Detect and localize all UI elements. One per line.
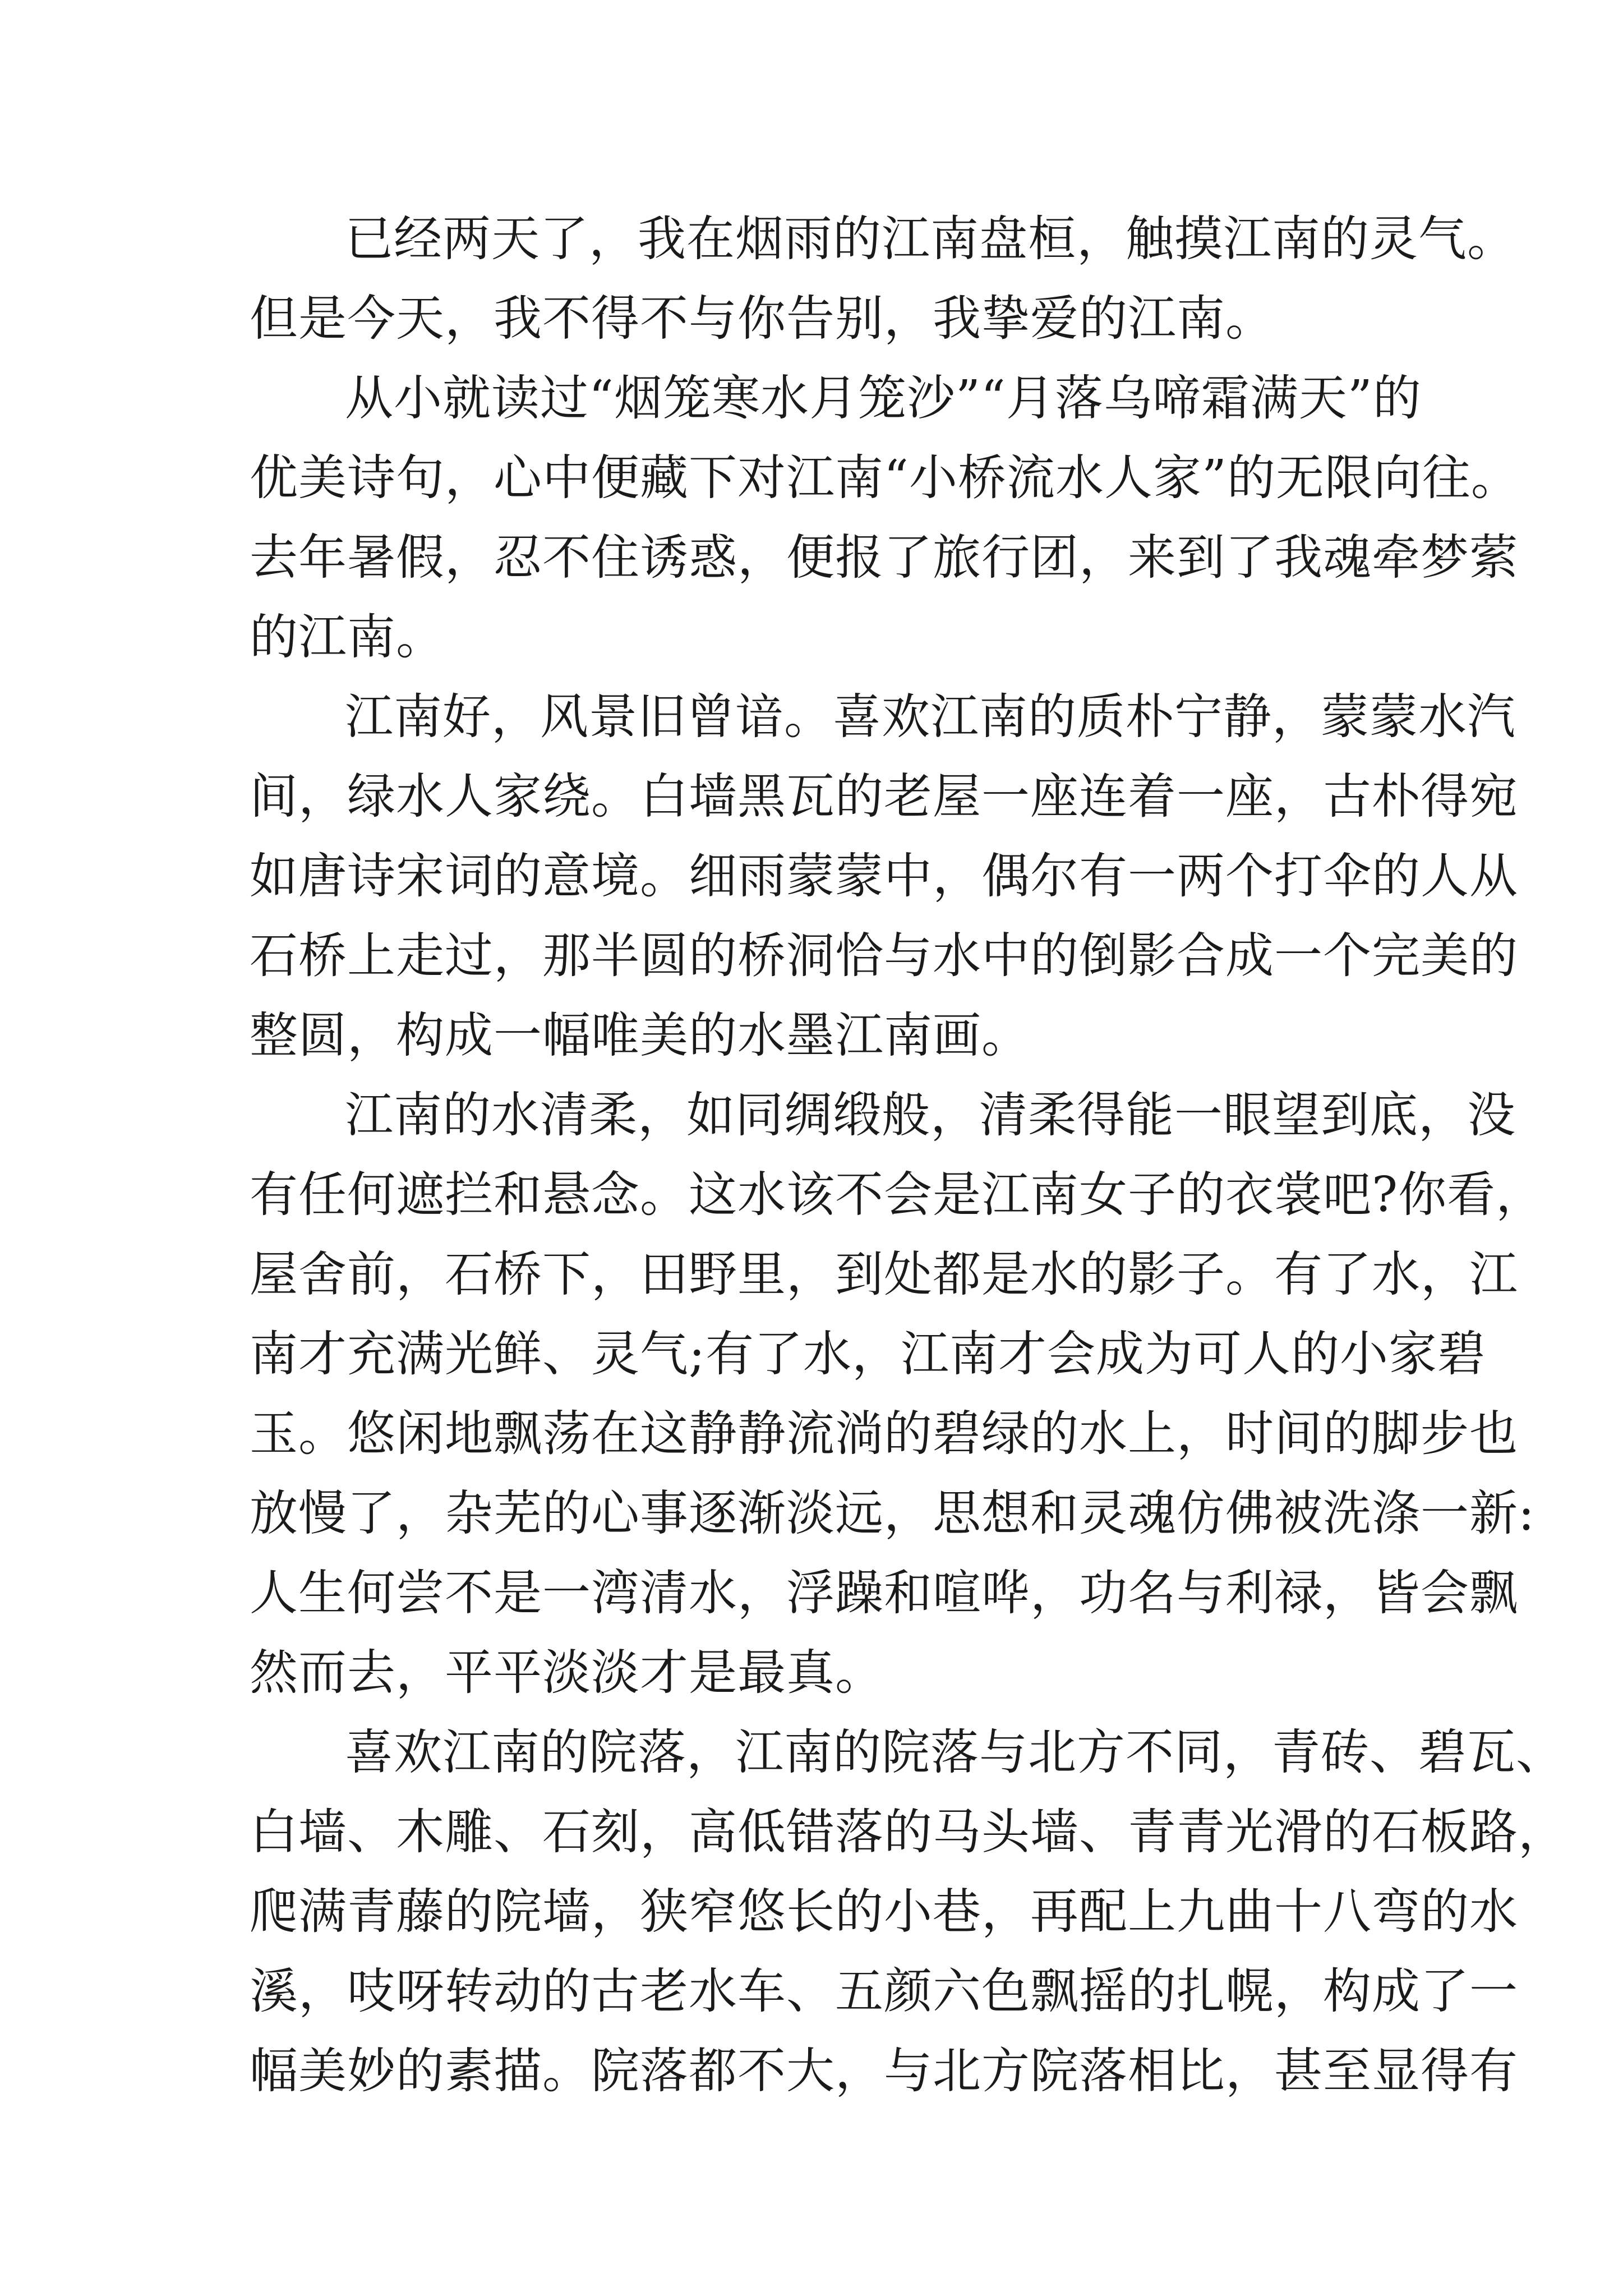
text-line: 整圆，构成一幅唯美的水墨江南画。	[250, 1007, 1030, 1064]
text-line: 人生何尝不是一湾清水，浮躁和喧哗，功名与利禄，皆会飘	[250, 1565, 1518, 1621]
text-line: 然而去，平平淡淡才是最真。	[250, 1645, 884, 1701]
text-line: 从小就读过“烟笼寒水月笼沙”“月落乌啼霜满天”的	[345, 370, 1422, 426]
text-line: 去年暑假，忍不住诱惑，便报了旅行团，来到了我魂牵梦萦	[250, 530, 1518, 586]
text-line: 南才充满光鲜、灵气;有了水，江南才会成为可人的小家碧	[250, 1326, 1486, 1382]
text-line: 的江南。	[250, 609, 445, 665]
text-line: 喜欢江南的院落，江南的院落与北方不同，青砖、碧瓦、	[345, 1724, 1565, 1780]
text-line: 白墙、木雕、石刻，高低错落的马头墙、青青光滑的石板路，	[250, 1804, 1567, 1860]
text-line: 江南好，风景旧曾谙。喜欢江南的质朴宁静，蒙蒙水汽	[345, 689, 1516, 745]
body-text	[250, 199, 1567, 2111]
text-line: 屋舍前，石桥下，田野里，到处都是水的影子。有了水，江	[250, 1246, 1518, 1303]
text-line: 已经两天了，我在烟雨的江南盘桓，触摸江南的灵气。	[345, 211, 1516, 267]
text-line: 玉。悠闲地飘荡在这静静流淌的碧绿的水上，时间的脚步也	[250, 1406, 1518, 1462]
text-line: 间，绿水人家绕。白墙黑瓦的老屋一座连着一座，古朴得宛	[250, 769, 1518, 825]
text-line: 放慢了，杂芜的心事逐渐淡远，思想和灵魂仿佛被洗涤一新:	[250, 1485, 1535, 1542]
text-line: 有任何遮拦和悬念。这水该不会是江南女子的衣裳吧?你看，	[250, 1167, 1545, 1223]
text-line: 优美诗句，心中便藏下对江南“小桥流水人家”的无限向往。	[250, 450, 1520, 506]
text-line: 石桥上走过，那半圆的桥洞恰与水中的倒影合成一个完美的	[250, 928, 1518, 984]
text-line: 但是今天，我不得不与你告别，我挚爱的江南。	[250, 291, 1274, 347]
text-line: 溪，吱呀转动的古老水车、五颜六色飘摇的扎幌，构成了一	[250, 1963, 1518, 2019]
text-line: 江南的水清柔，如同绸缎般，清柔得能一眼望到底，没	[345, 1087, 1516, 1143]
text-line: 爬满青藤的院墙，狭窄悠长的小巷，再配上九曲十八弯的水	[250, 1884, 1518, 1940]
text-line: 幅美妙的素描。院落都不大，与北方院落相比，甚至显得有	[250, 2043, 1518, 2099]
text-line: 如唐诗宋词的意境。细雨蒙蒙中，偶尔有一两个打伞的人从	[250, 848, 1518, 904]
